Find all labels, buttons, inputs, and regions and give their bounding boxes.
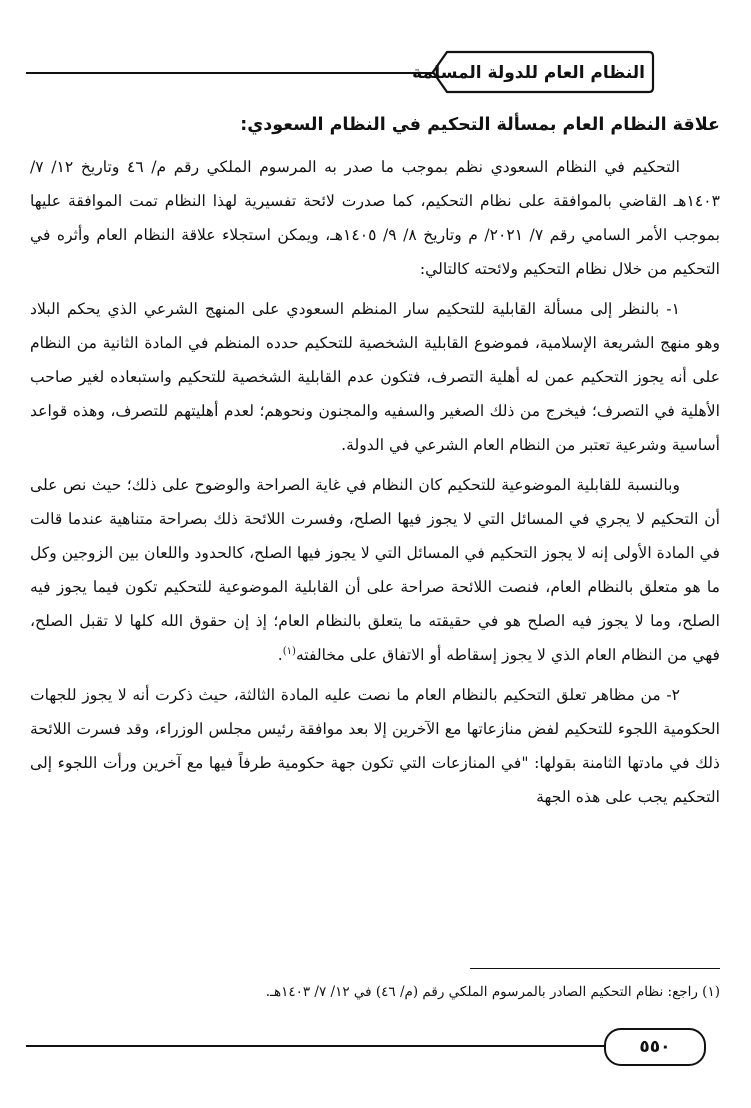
- paragraph-end-mark: .: [277, 646, 283, 664]
- paragraph-objective-text: وبالنسبة للقابلية الموضوعية للتحكيم كان النظام في غاية الصراحة والوضوح على ذلك؛ حيث نص على أن التحكيم لا يجري في المسائل التي لا يجوز فيها الصلح، وفسرت اللائحة ذلك بصراحة متناهية عندما قالت في المادة الأولى إنه لا يجوز التحكيم في المسائل التي لا يجوز فيها الصلح، كالحدود واللعان بين الزوجين وكل ما هو متعلق بالنظام العام، فنصت اللائحة صراحة على أن القابلية الموضوعية للتحكيم تكون فيما يجوز فيه الصلح، وما لا يجوز فيه الصلح هو في حقيقته ما يتعلق بالنظام العام؛ إذ إن حقوق الله كلها لا تقبل الصلح، فهي من النظام العام الذي لا يجوز إسقاطه أو الاتفاق على مخالفته: [30, 476, 720, 664]
- section-heading: علاقة النظام العام بمسألة التحكيم في النظام السعودي:: [240, 115, 720, 135]
- paragraph-point-1: ١- بالنظر إلى مسألة القابلية للتحكيم سار المنظم السعودي على المنهج الشرعي الذي يحكم البلاد وهو منهج الشريعة الإسلامية، فموضوع القابلية الشخصية للتحكيم حدده المنظم في المادة الثانية من النظام على أنه يجوز التحكيم عمن له أهلية التصرف، فتكون عدم القابلية الشخصية للتحكيم واستبعاده لغير صاحب الأهلية في التصرف؛ فيخرج من ذلك الصغير والسفيه والمجنون ونحوهم؛ لعدم أهليتهم للتصرف، وهذه قواعد أساسية وشرعية تعتبر من النظام العام الشرعي في الدولة.: [30, 300, 720, 454]
- footnote-separator: [470, 968, 720, 969]
- footnote-reference[interactable]: (١): [282, 645, 296, 657]
- footer-rule: [26, 1045, 606, 1047]
- running-header-title: النظام العام للدولة المسلمة: [412, 63, 645, 83]
- page-body: [30, 108, 720, 820]
- paragraph-point-2: ٢- من مظاهر تعلق التحكيم بالنظام العام ما نصت عليه المادة الثالثة، حيث ذكرت أنه لا يجوز للجهات الحكومية اللجوء للتحكيم لفض منازعاتها مع الآخرين إلا بعد موافقة رئيس مجلس الوزراء، وقد فسرت اللائحة ذلك في مادتها الثامنة بقولها: "في المنازعات التي تكون جهة حكومية طرفاً فيها مع آخرين ورأت اللجوء إلى التحكيم يجب على هذه الجهة: [30, 686, 720, 806]
- paragraph-objective-arbitrability: [30, 468, 720, 672]
- page-number: ٥٥٠: [639, 1037, 671, 1057]
- footnote: (١) راجع: نظام التحكيم الصادر بالمرسوم الملكي رقم (م/ ٤٦) في ١٢/ ٧/ ١٤٠٣هـ.: [265, 984, 720, 1000]
- paragraph-intro: التحكيم في النظام السعودي نظم بموجب ما صدر به المرسوم الملكي رقم م/ ٤٦ وتاريخ ١٢/ ٧/ ١٤٠٣هـ القاضي بالموافقة على نظام التحكيم، كما صدرت لائحة تفسيرية لهذا النظام تمت الموافقة عليها بموجب الأمر السامي رقم ٧/ ٢٠٢١/ م وتاريخ ٨/ ٩/ ١٤٠٥هـ، ويمكن استجلاء علاقة النظام العام وأثره في التحكيم من خلال نظام التحكيم ولائحته كالتالي:: [30, 158, 721, 278]
- header-rule: [26, 72, 436, 74]
